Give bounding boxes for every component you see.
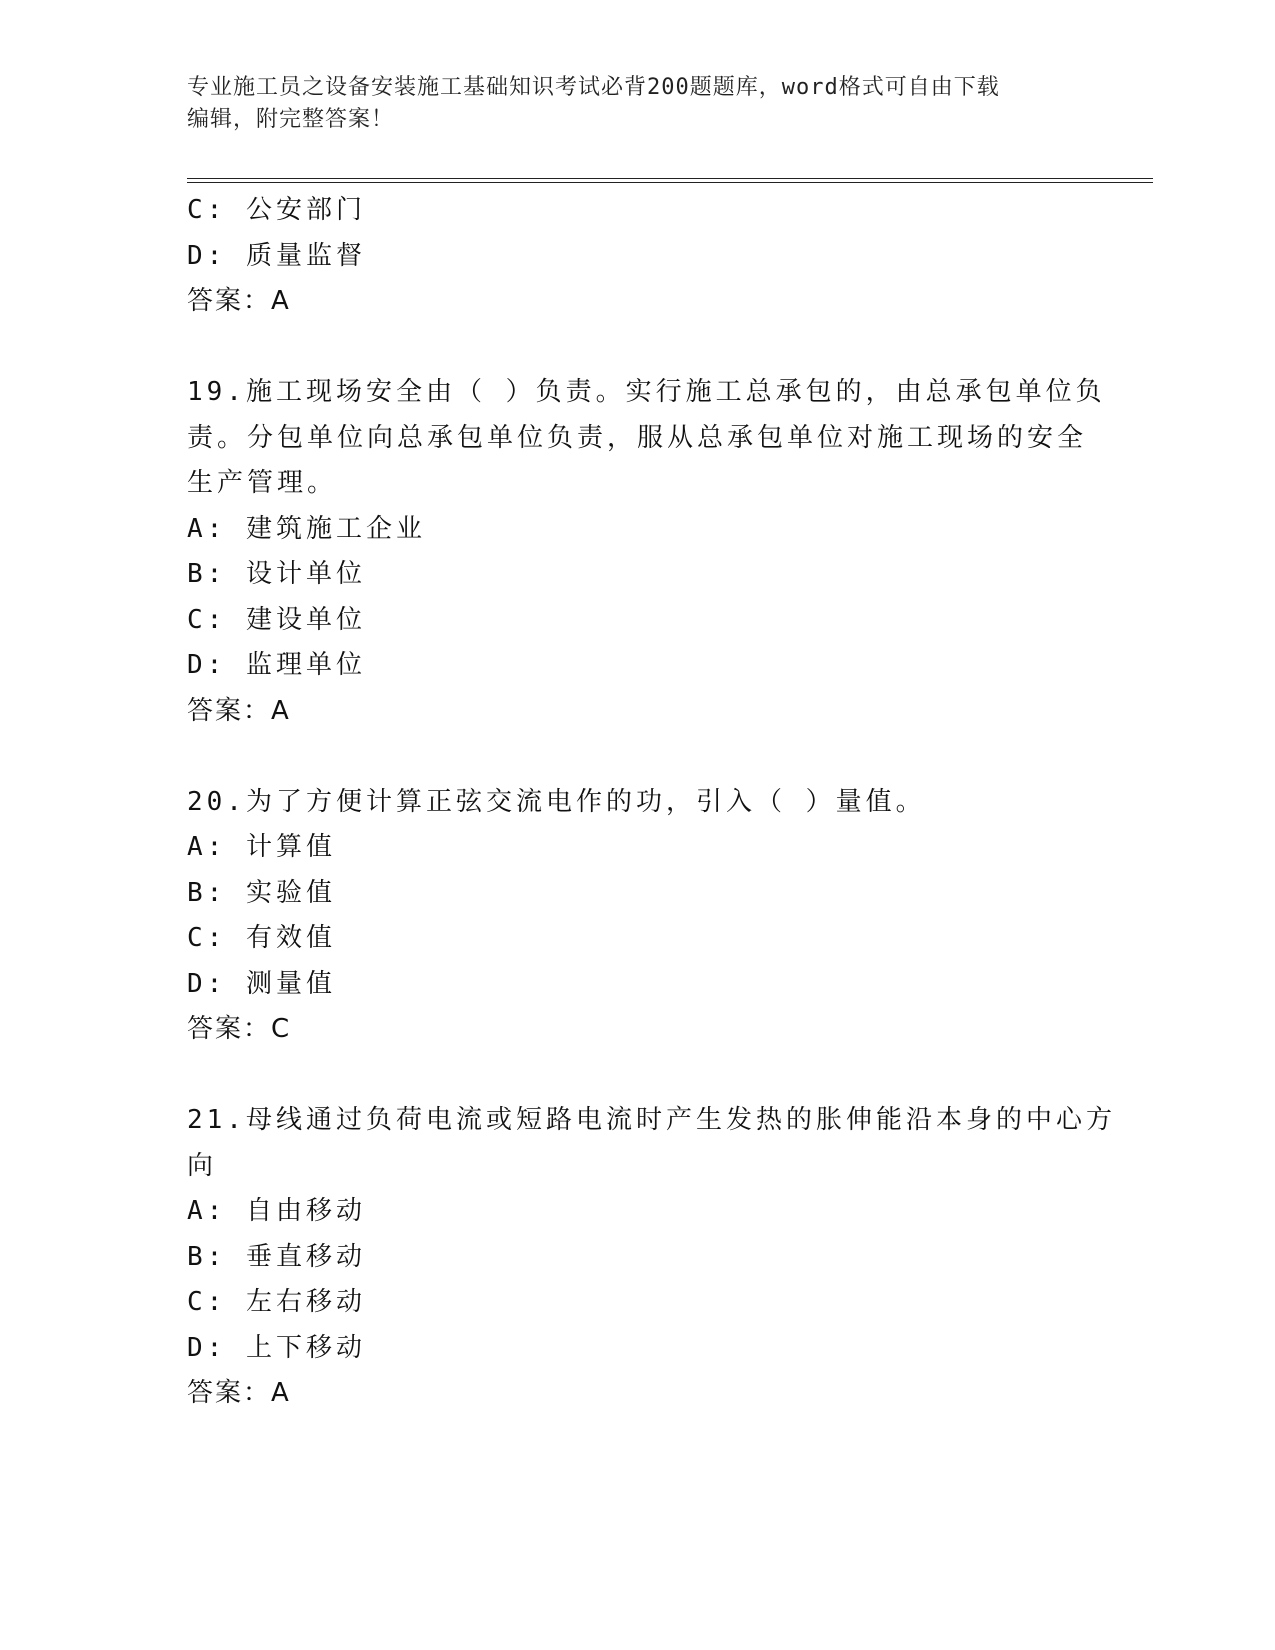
option-label: B: xyxy=(187,1241,227,1272)
option-a xyxy=(187,825,1087,871)
option-label: D: xyxy=(187,1332,227,1363)
option-text: 监理单位 xyxy=(245,650,366,680)
option-b xyxy=(187,1235,1087,1281)
option-text: 左右移动 xyxy=(245,1287,366,1317)
option-label: D: xyxy=(187,968,227,999)
option-a xyxy=(187,507,1087,553)
option-text: 实验值 xyxy=(245,877,336,908)
spacer xyxy=(187,1053,1087,1099)
question-text-line: 21.母线通过负荷电流或短路电流时产生发热的胀伸能沿本身的中心方 xyxy=(187,1105,1116,1135)
option-b xyxy=(187,552,1087,598)
option-d xyxy=(187,962,1087,1008)
option-label: D: xyxy=(187,650,227,680)
option-c xyxy=(187,916,1087,962)
answer-line: 答案：A xyxy=(187,1378,291,1408)
option-text: 质量监督 xyxy=(245,240,366,271)
question-block-19 xyxy=(187,370,1106,734)
option-label: D: xyxy=(187,240,227,271)
option-d xyxy=(187,643,1087,689)
option-label: B: xyxy=(187,877,227,908)
option-text: 计算值 xyxy=(245,832,336,862)
option-d xyxy=(187,1326,1087,1372)
option-c xyxy=(187,188,1087,234)
option-b xyxy=(187,871,1087,917)
question-block-20 xyxy=(187,780,1087,1053)
option-text: 建筑施工企业 xyxy=(245,513,426,544)
option-text: 公安部门 xyxy=(245,195,366,225)
option-label: C: xyxy=(187,923,227,953)
option-text: 测量值 xyxy=(245,968,336,999)
question-text-line: 责。分包单位向总承包单位负责，服从总承包单位对施工现场的安全 xyxy=(187,422,1088,453)
header-divider-top xyxy=(187,178,1153,179)
answer-line: 答案：A xyxy=(187,286,291,316)
answer-line: 答案：A xyxy=(187,695,291,726)
question-text-line: 生产管理。 xyxy=(187,468,338,498)
option-text: 设计单位 xyxy=(245,559,366,589)
question-block-partial xyxy=(187,188,1087,325)
option-text: 上下移动 xyxy=(245,1332,366,1363)
option-c xyxy=(187,598,1087,644)
option-label: A: xyxy=(187,1196,227,1226)
answer-line: 答案：C xyxy=(187,1014,292,1044)
option-text: 有效值 xyxy=(245,923,336,953)
header-title-line-1: 专业施工员之设备安装施工基础知识考试必背200题题库，word格式可自由下载 xyxy=(187,75,1000,100)
question-text-line: 19.施工现场安全由（ ）负责。实行施工总承包的，由总承包单位负 xyxy=(187,377,1106,407)
header-title-line-2: 编辑，附完整答案！ xyxy=(187,107,395,132)
option-text: 自由移动 xyxy=(245,1196,366,1226)
option-text: 垂直移动 xyxy=(245,1241,366,1272)
option-label: C: xyxy=(187,604,227,635)
option-c xyxy=(187,1280,1087,1326)
option-label: A: xyxy=(187,832,227,862)
question-list xyxy=(187,188,1116,1417)
header-divider-bottom xyxy=(187,182,1153,183)
option-d xyxy=(187,234,1087,280)
spacer xyxy=(187,325,1087,371)
option-text: 建设单位 xyxy=(245,604,366,635)
option-label: C: xyxy=(187,1287,227,1317)
option-label: B: xyxy=(187,559,227,589)
question-text-line: 20.为了方便计算正弦交流电作的功，引入（ ）量值。 xyxy=(187,786,926,817)
question-block-21 xyxy=(187,1098,1116,1417)
spacer xyxy=(187,734,1087,780)
option-a xyxy=(187,1189,1087,1235)
option-label: C: xyxy=(187,195,227,225)
question-text-line: 向 xyxy=(187,1150,218,1181)
document-header xyxy=(187,72,1087,136)
option-label: A: xyxy=(187,513,227,544)
